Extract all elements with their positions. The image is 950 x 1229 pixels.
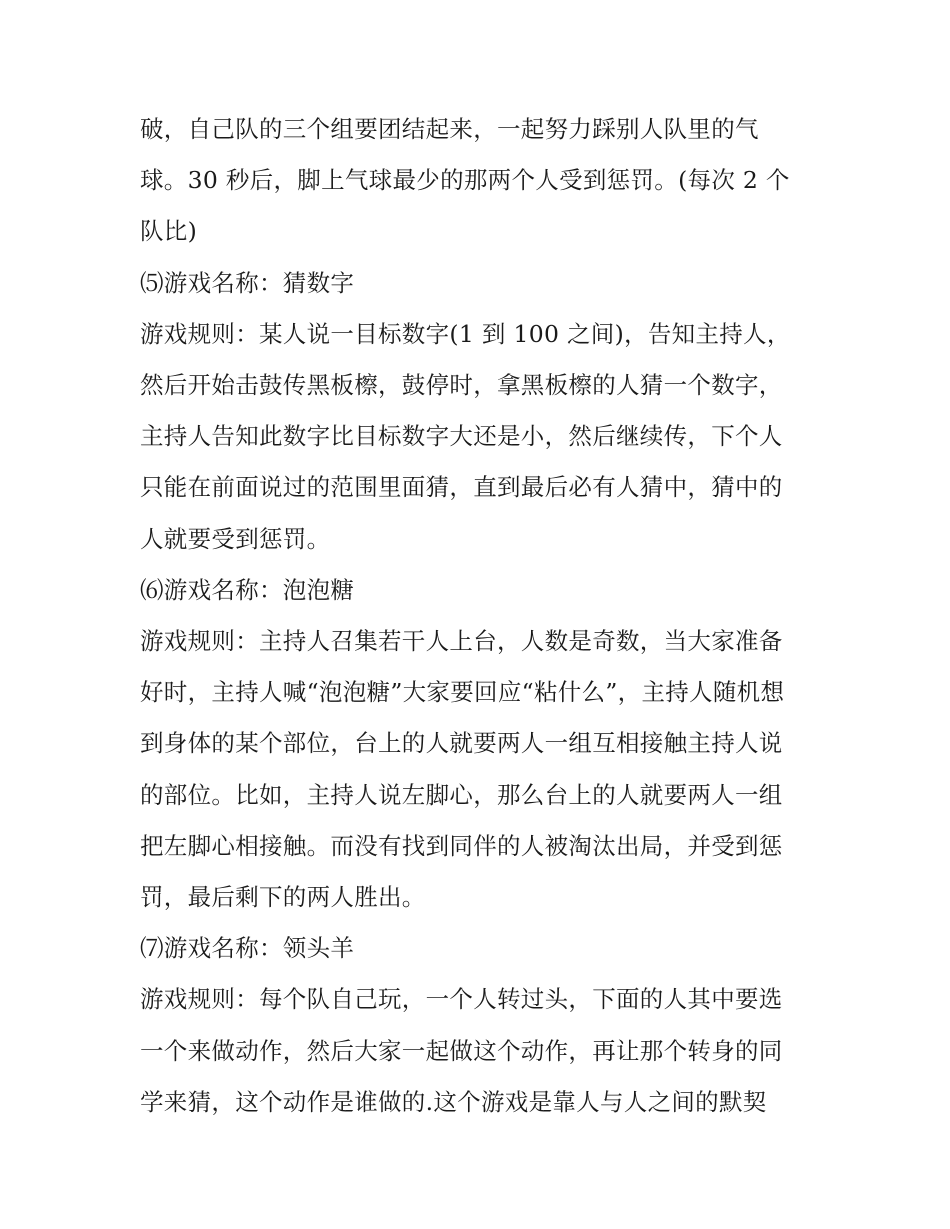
text-line: 主持人告知此数字比目标数字大还是小，然后继续传，下个人 [140,422,783,451]
text-line: 学来猜，这个动作是谁做的.这个游戏是靠人与人之间的默契 [140,1087,767,1116]
text-line: 队比) [140,217,198,246]
text-line: 到身体的某个部位，台上的人就要两人一组互相接触主持人说 [140,729,783,758]
text-line: 破，自己队的三个组要团结起来，一起努力踩别人队里的气 [140,115,759,143]
document-body [140,104,820,1128]
text-line: 人就要受到惩罚。 [140,524,331,553]
text-line: 球。30 秒后，脚上气球最少的那两个人受到惩罚。(每次 2 个 [140,166,790,195]
text-line: 只能在前面说过的范围里面猜，直到最后必有人猜中，猜中的 [140,473,783,502]
text-line: 罚，最后剩下的两人胜出。 [140,883,426,912]
text-line: 游戏规则：某人说一目标数字(1 到 100 之间)，告知主持人， [140,319,791,348]
text-line: 把左脚心相接触。而没有找到同伴的人被淘汰出局，并受到惩 [140,831,783,860]
text-line: 好时，主持人喊“泡泡糖”大家要回应“粘什么”，主持人随机想 [140,678,785,707]
text-line: 一个来做动作，然后大家一起做这个动作，再让那个转身的同 [140,1036,783,1065]
text-line: 的部位。比如，主持人说左脚心，那么台上的人就要两人一组 [140,780,783,809]
section-heading-guess-number: ⑸游戏名称：猜数字 [140,268,355,297]
text-line: 游戏规则：每个队自己玩，一个人转过头，下面的人其中要选 [140,985,783,1014]
section-heading-bubble-gum: ⑹游戏名称：泡泡糖 [140,575,355,604]
text-line: 然后开始击鼓传黑板檫，鼓停时，拿黑板檫的人猜一个数字， [140,371,783,400]
text-line: 游戏规则：主持人召集若干人上台，人数是奇数，当大家准备 [140,627,783,656]
section-heading-lead-sheep: ⑺游戏名称：领头羊 [140,934,355,963]
